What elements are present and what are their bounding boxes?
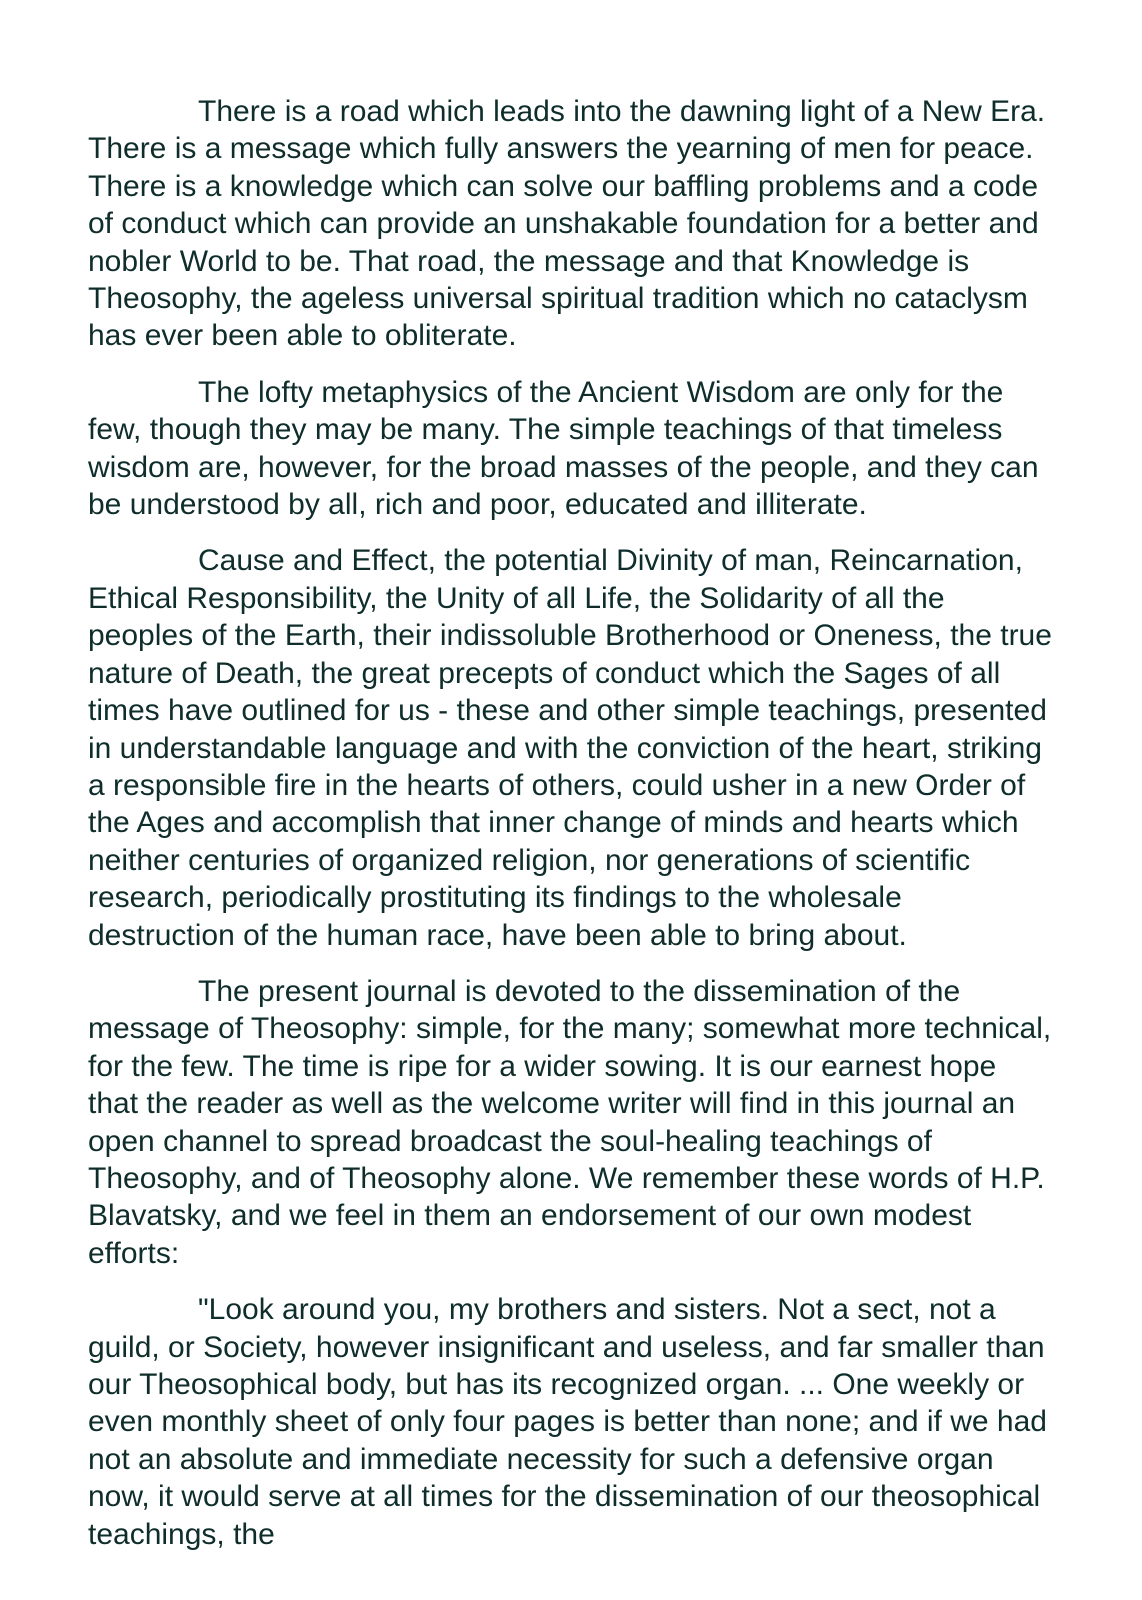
paragraph-blavatsky-quote: "Look around you, my brothers and sisters. Not a sect, not a guild, or Society, however insignificant and useless, and far smaller than our Theosophical body, but has its recognized organ. ... One weekly or even monthly sheet of only four pages is better than none; and if we had not an absolute and immediate necessity for such a defensive organ now, it would serve at all times for the dissemination of our theosophical teachings, the	[88, 1293, 1047, 1551]
paragraph-intro-road: There is a road which leads into the dawning light of a New Era. There is a message which fully answers the yearning of men for peace. There is a knowledge which can solve our baffling problems and a code of conduct which can provide an unshakable foundation for a better and nobler World to be. That road, the message and that Knowledge is Theosophy, the ageless universal spiritual tradition which no cataclysm has ever been able to obliterate.	[88, 95, 1046, 353]
text-block	[88, 93, 1053, 1553]
paragraph-present-journal: The present journal is devoted to the dissemination of the message of Theosophy: simple, for the many; somewhat more technical, for the few. The time is ripe for a wider sowing. It is our earnest hope that the reader as well as the welcome writer will find in this journal an open channel to spread broadcast the soul-healing teachings of Theosophy, and of Theosophy alone. We remember these words of H.P. Blavatsky, and we feel in them an endorsement of our own modest efforts:	[88, 974, 1052, 1270]
paragraph-lofty-metaphysics: The lofty metaphysics of the Ancient Wisdom are only for the few, though they may be many. The simple teachings of that timeless wisdom are, however, for the broad masses of the people, and they can be understood by all, rich and poor, educated and illiterate.	[88, 375, 1039, 522]
paragraph-cause-and-effect: Cause and Effect, the potential Divinity of man, Reincarnation, Ethical Responsibility, the Unity of all Life, the Solidarity of all the peoples of the Earth, their indissoluble Brotherhood or Oneness, the true nature of Death, the great precepts of conduct which the Sages of all times have outlined for us - these and other simple teachings, presented in understandable language and with the conviction of the heart, striking a responsible fire in the hearts of others, could usher in a new Order of the Ages and accomplish that inner change of minds and hearts which neither centuries of organized religion, nor generations of scientific research, periodically prostituting its findings to the wholesale destruction of the human race, have been able to bring about.	[88, 544, 1052, 952]
